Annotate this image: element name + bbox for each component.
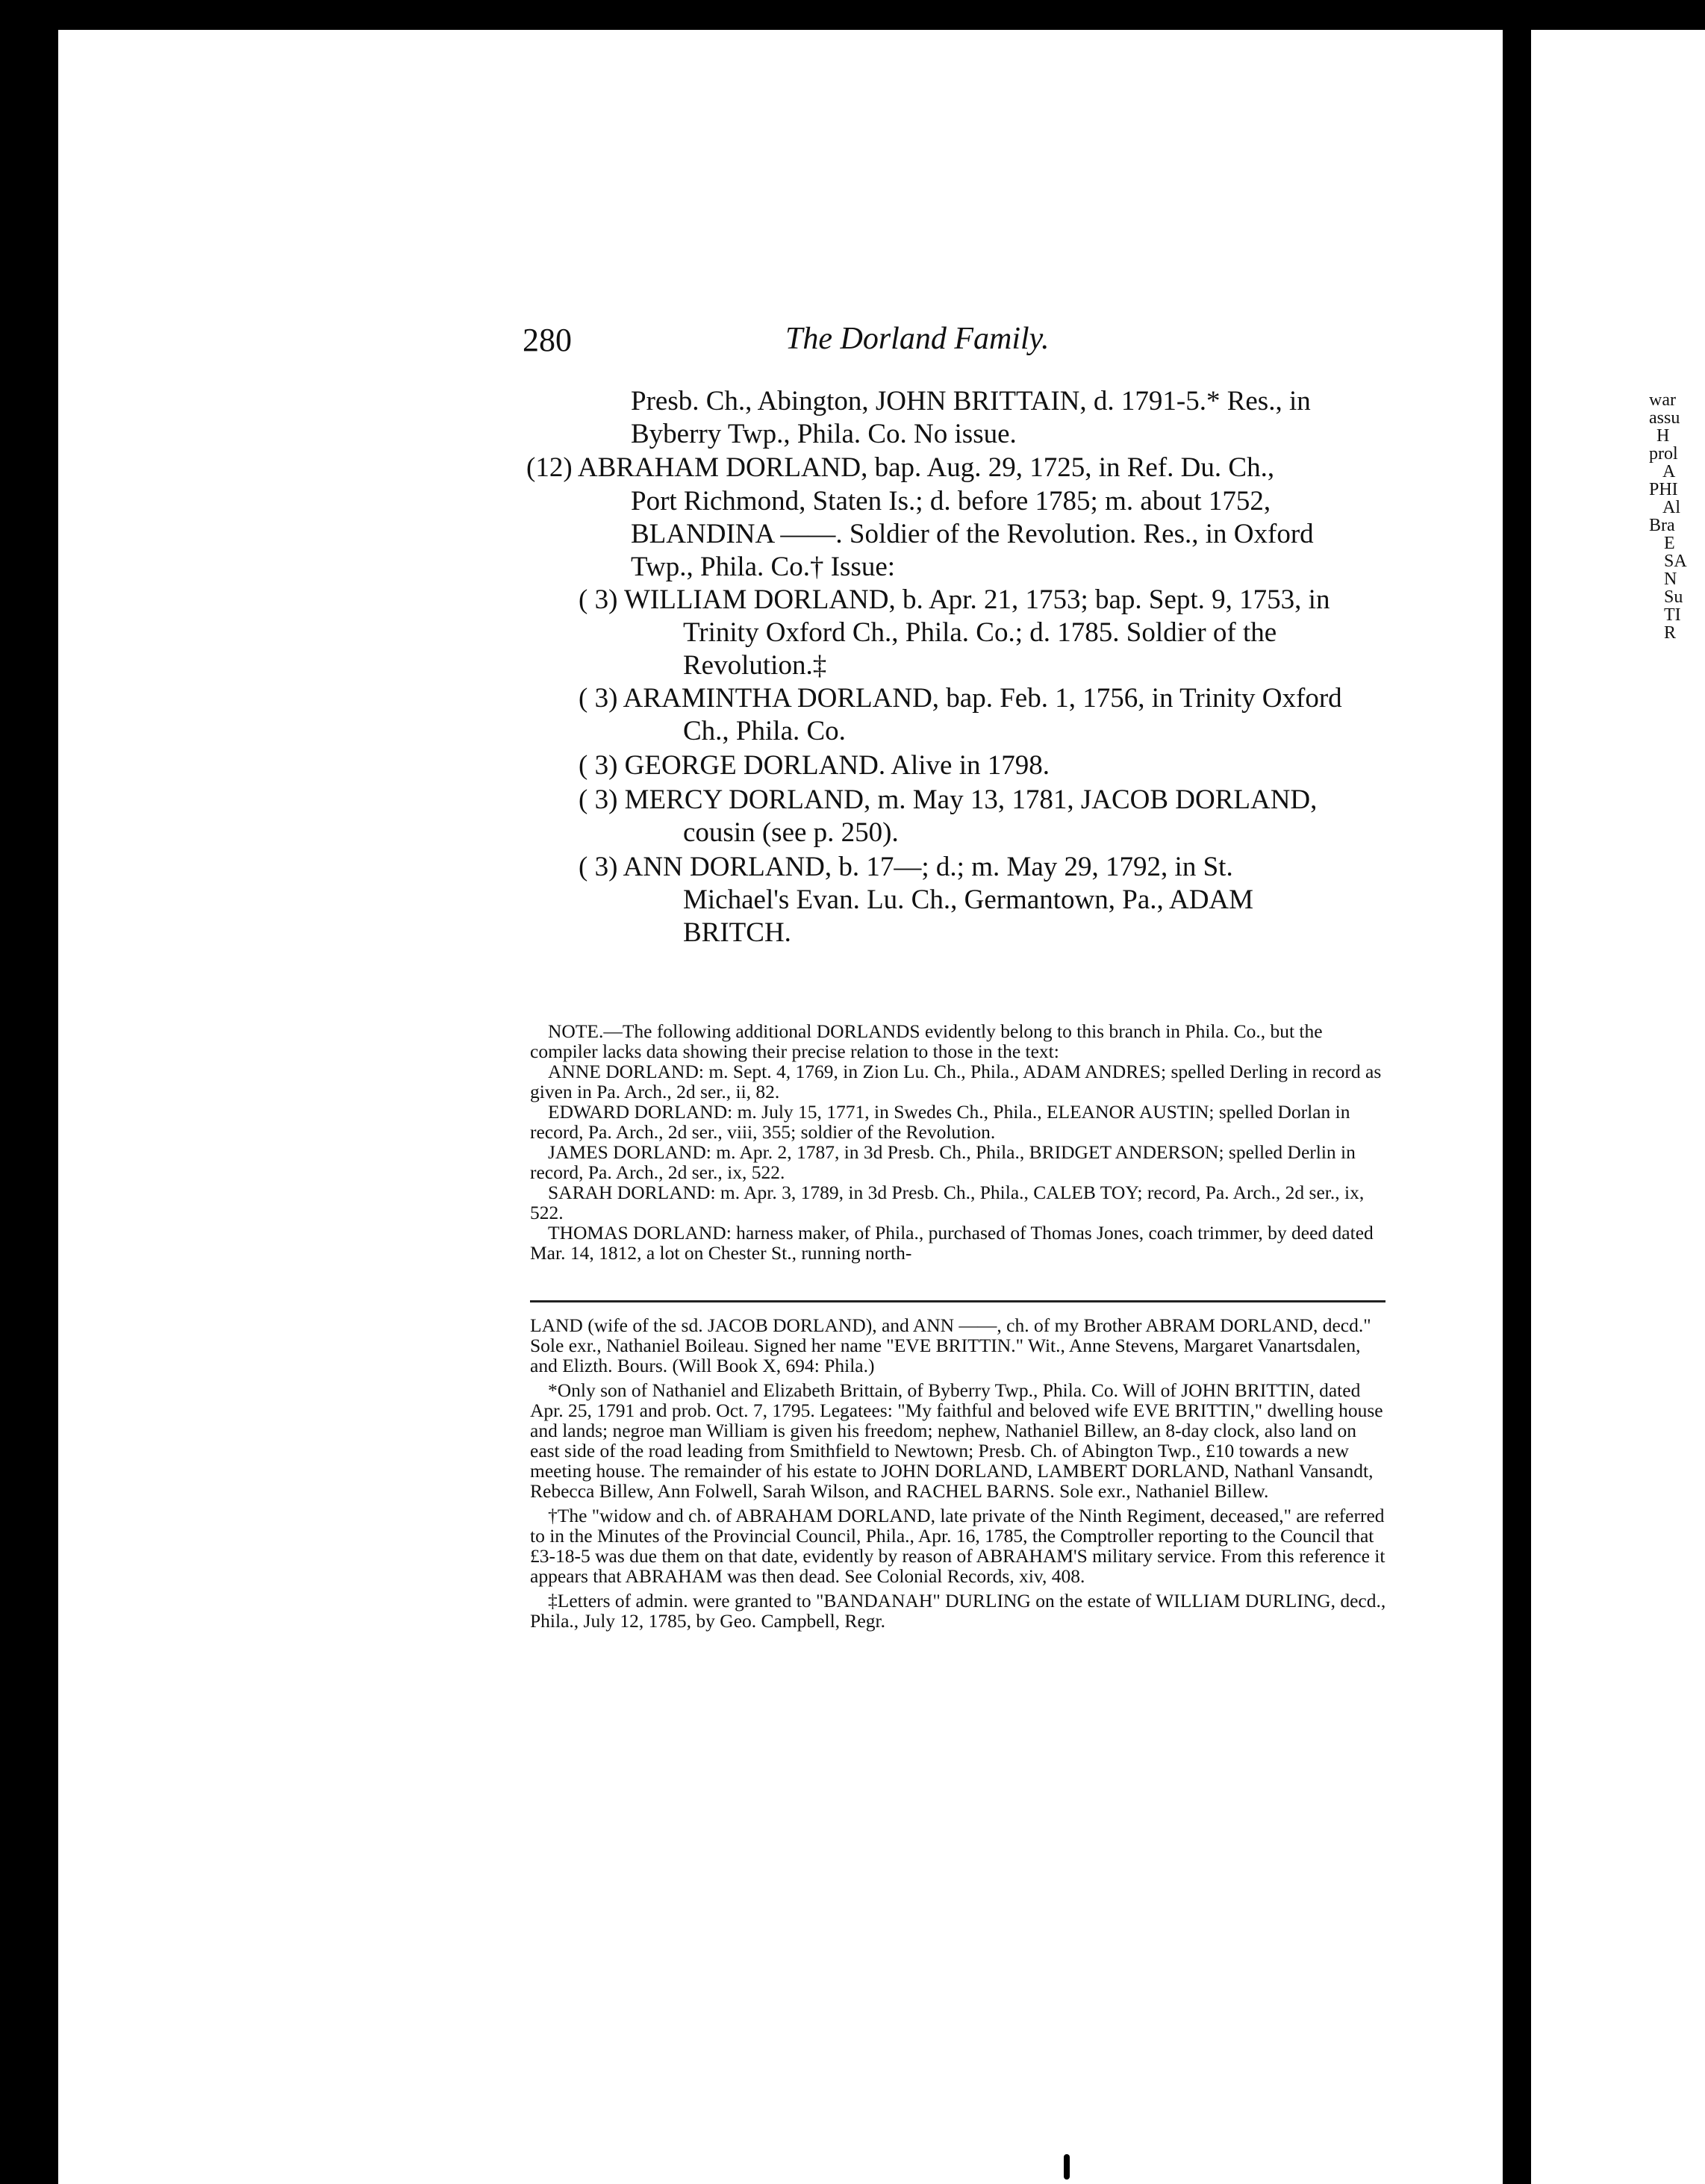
adjacent-page-line: H: [1656, 426, 1670, 446]
note-james-dorland: JAMES DORLAND: m. Apr. 2, 1787, in 3d Presb. Ch., Phila., BRIDGET ANDERSON; spelled Derlin in record, Pa. Arch., 2d ser., ix, 522.: [530, 1141, 1356, 1183]
adjacent-page-line: prol: [1649, 444, 1678, 464]
adjacent-page-line: assu: [1649, 408, 1680, 428]
adjacent-page-line: war: [1649, 390, 1676, 410]
child-entry-ann: ( 3) ANN DORLAND, b. 17—; d.; m. May 29, 1792, in St.: [579, 852, 1233, 882]
adjacent-page-line: Al: [1662, 498, 1680, 517]
note-thomas-dorland: THOMAS DORLAND: harness maker, of Phila., purchased of Thomas Jones, coach trimmer, by deed dated Mar. 14, 1812, a lot on Chester St., running north-: [530, 1222, 1374, 1264]
adjacent-page-line: A: [1662, 462, 1676, 481]
entry-line: Ch., Phila. Co.: [683, 716, 846, 746]
footnote-asterisk: *Only son of Nathaniel and Elizabeth Brittain, of Byberry Twp., Phila. Co. Will of JOHN BRITTIN, dated Apr. 25, 1791 and prob. Oct. 7, 1795. Legatees: "My faithful and beloved wife EVE BRITTIN," dwelling house and lands; negroe man William is given his freedom; nephew, Nathaniel Billew, an 8-day clock, also land on east side of the road leading from Smithfield to Newtown; Presb. Ch. of Abington Twp., £10 towards a new meeting house. The remainder of his estate to JOHN DORLAND, LAMBERT DORLAND, Nathanl Vansandt, Rebecca Billew, Ann Folwell, Sarah Wilson, and RACHEL BARNS. Sole exr., Nathaniel Billew.: [530, 1379, 1383, 1502]
entry-line: BLANDINA ——. Soldier of the Revolution. Res., in Oxford: [631, 519, 1314, 549]
entry-line: Revolution.‡: [683, 650, 827, 681]
note-sarah-dorland: SARAH DORLAND: m. Apr. 3, 1789, in 3d Presb. Ch., Phila., CALEB TOY; record, Pa. Arch., 2d ser., ix, 522.: [530, 1182, 1365, 1223]
adjacent-page-line: Bra: [1649, 516, 1675, 535]
running-title: The Dorland Family.: [785, 322, 1050, 356]
child-entry-george: ( 3) GEORGE DORLAND. Alive in 1798.: [579, 750, 1050, 781]
entry-heading-abraham: (12) ABRAHAM DORLAND, bap. Aug. 29, 1725, in Ref. Du. Ch.,: [526, 452, 1275, 483]
adjacent-page-line: PHI: [1649, 480, 1678, 499]
page-header: [523, 321, 1381, 366]
footnote-double-dagger: ‡Letters of admin. were granted to "BANDANAH" DURLING on the estate of WILLIAM DURLING, decd., Phila., July 12, 1785, by Geo. Campbell, Regr.: [530, 1590, 1386, 1632]
adjacent-page-line: Su: [1664, 587, 1683, 607]
adjacent-page-line: E: [1664, 534, 1675, 553]
page-gutter: [1503, 30, 1531, 2184]
child-entry-araminta: ( 3) ARAMINTHA DORLAND, bap. Feb. 1, 1756, in Trinity Oxford: [579, 683, 1342, 714]
entry-line: cousin (see p. 250).: [683, 817, 899, 848]
entry-line: Michael's Evan. Lu. Ch., Germantown, Pa., ADAM: [683, 884, 1254, 915]
footnotes-block: [530, 1315, 1388, 1631]
adjacent-page-line: N: [1664, 570, 1677, 589]
note-block: [530, 1021, 1388, 1263]
child-entry-mercy: ( 3) MERCY DORLAND, m. May 13, 1781, JACOB DORLAND,: [579, 784, 1318, 815]
footnote-divider: [530, 1300, 1385, 1302]
entry-line: BRITCH.: [683, 917, 791, 948]
note-edward-dorland: EDWARD DORLAND: m. July 15, 1771, in Swedes Ch., Phila., ELEANOR AUSTIN; spelled Dorlan in record, Pa. Arch., 2d ser., viii, 355; soldier of the Revolution.: [530, 1101, 1350, 1143]
child-entry-william: ( 3) WILLIAM DORLAND, b. Apr. 21, 1753; bap. Sept. 9, 1753, in: [579, 584, 1330, 615]
page-number: 280: [523, 322, 572, 358]
entry-line: Port Richmond, Staten Is.; d. before 1785; m. about 1752,: [631, 486, 1271, 517]
entry-line: Byberry Twp., Phila. Co. No issue.: [631, 419, 1017, 449]
adjacent-page-line: R: [1664, 623, 1677, 643]
footnote-continuation: LAND (wife of the sd. JACOB DORLAND), and ANN ——, ch. of my Brother ABRAM DORLAND, decd." Sole exr., Nathaniel Boileau. Signed her name "EVE BRITTIN." Wit., Anne Stevens, Margaret Vanartsdalen, and Elizth. Bours. (Will Book X, 694: Phila.): [530, 1314, 1371, 1376]
entry-line: Presb. Ch., Abington, JOHN BRITTAIN, d. 1791-5.* Res., in: [631, 386, 1311, 416]
note-intro: NOTE.—The following additional DORLANDS evidently belong to this branch in Phila. Co., but the compiler lacks data showing their precise relation to those in the text:: [530, 1020, 1323, 1062]
adjacent-page-line: SA: [1664, 552, 1687, 571]
footnote-dagger: †The "widow and ch. of ABRAHAM DORLAND, late private of the Ninth Regiment, deceased," are referred to in the Minutes of the Provincial Council, Phila., Apr. 16, 1785, the Comptroller reporting to the Council that £3-18-5 was due them on that date, evidently by reason of ABRAHAM'S military service. From this reference it appears that ABRAHAM was then dead. See Colonial Records, xiv, 408.: [530, 1505, 1385, 1587]
entry-line: Twp., Phila. Co.† Issue:: [631, 552, 896, 582]
adjacent-page-edge: [1531, 30, 1705, 2184]
entry-line: Trinity Oxford Ch., Phila. Co.; d. 1785. Soldier of the: [683, 617, 1277, 648]
scan-artifact-mark: [1064, 2154, 1070, 2180]
adjacent-page-line: TI: [1664, 605, 1681, 625]
note-anne-dorland: ANNE DORLAND: m. Sept. 4, 1769, in Zion Lu. Ch., Phila., ADAM ANDRES; spelled Derling in record as given in Pa. Arch., 2d ser., ii, 82.: [530, 1061, 1382, 1102]
